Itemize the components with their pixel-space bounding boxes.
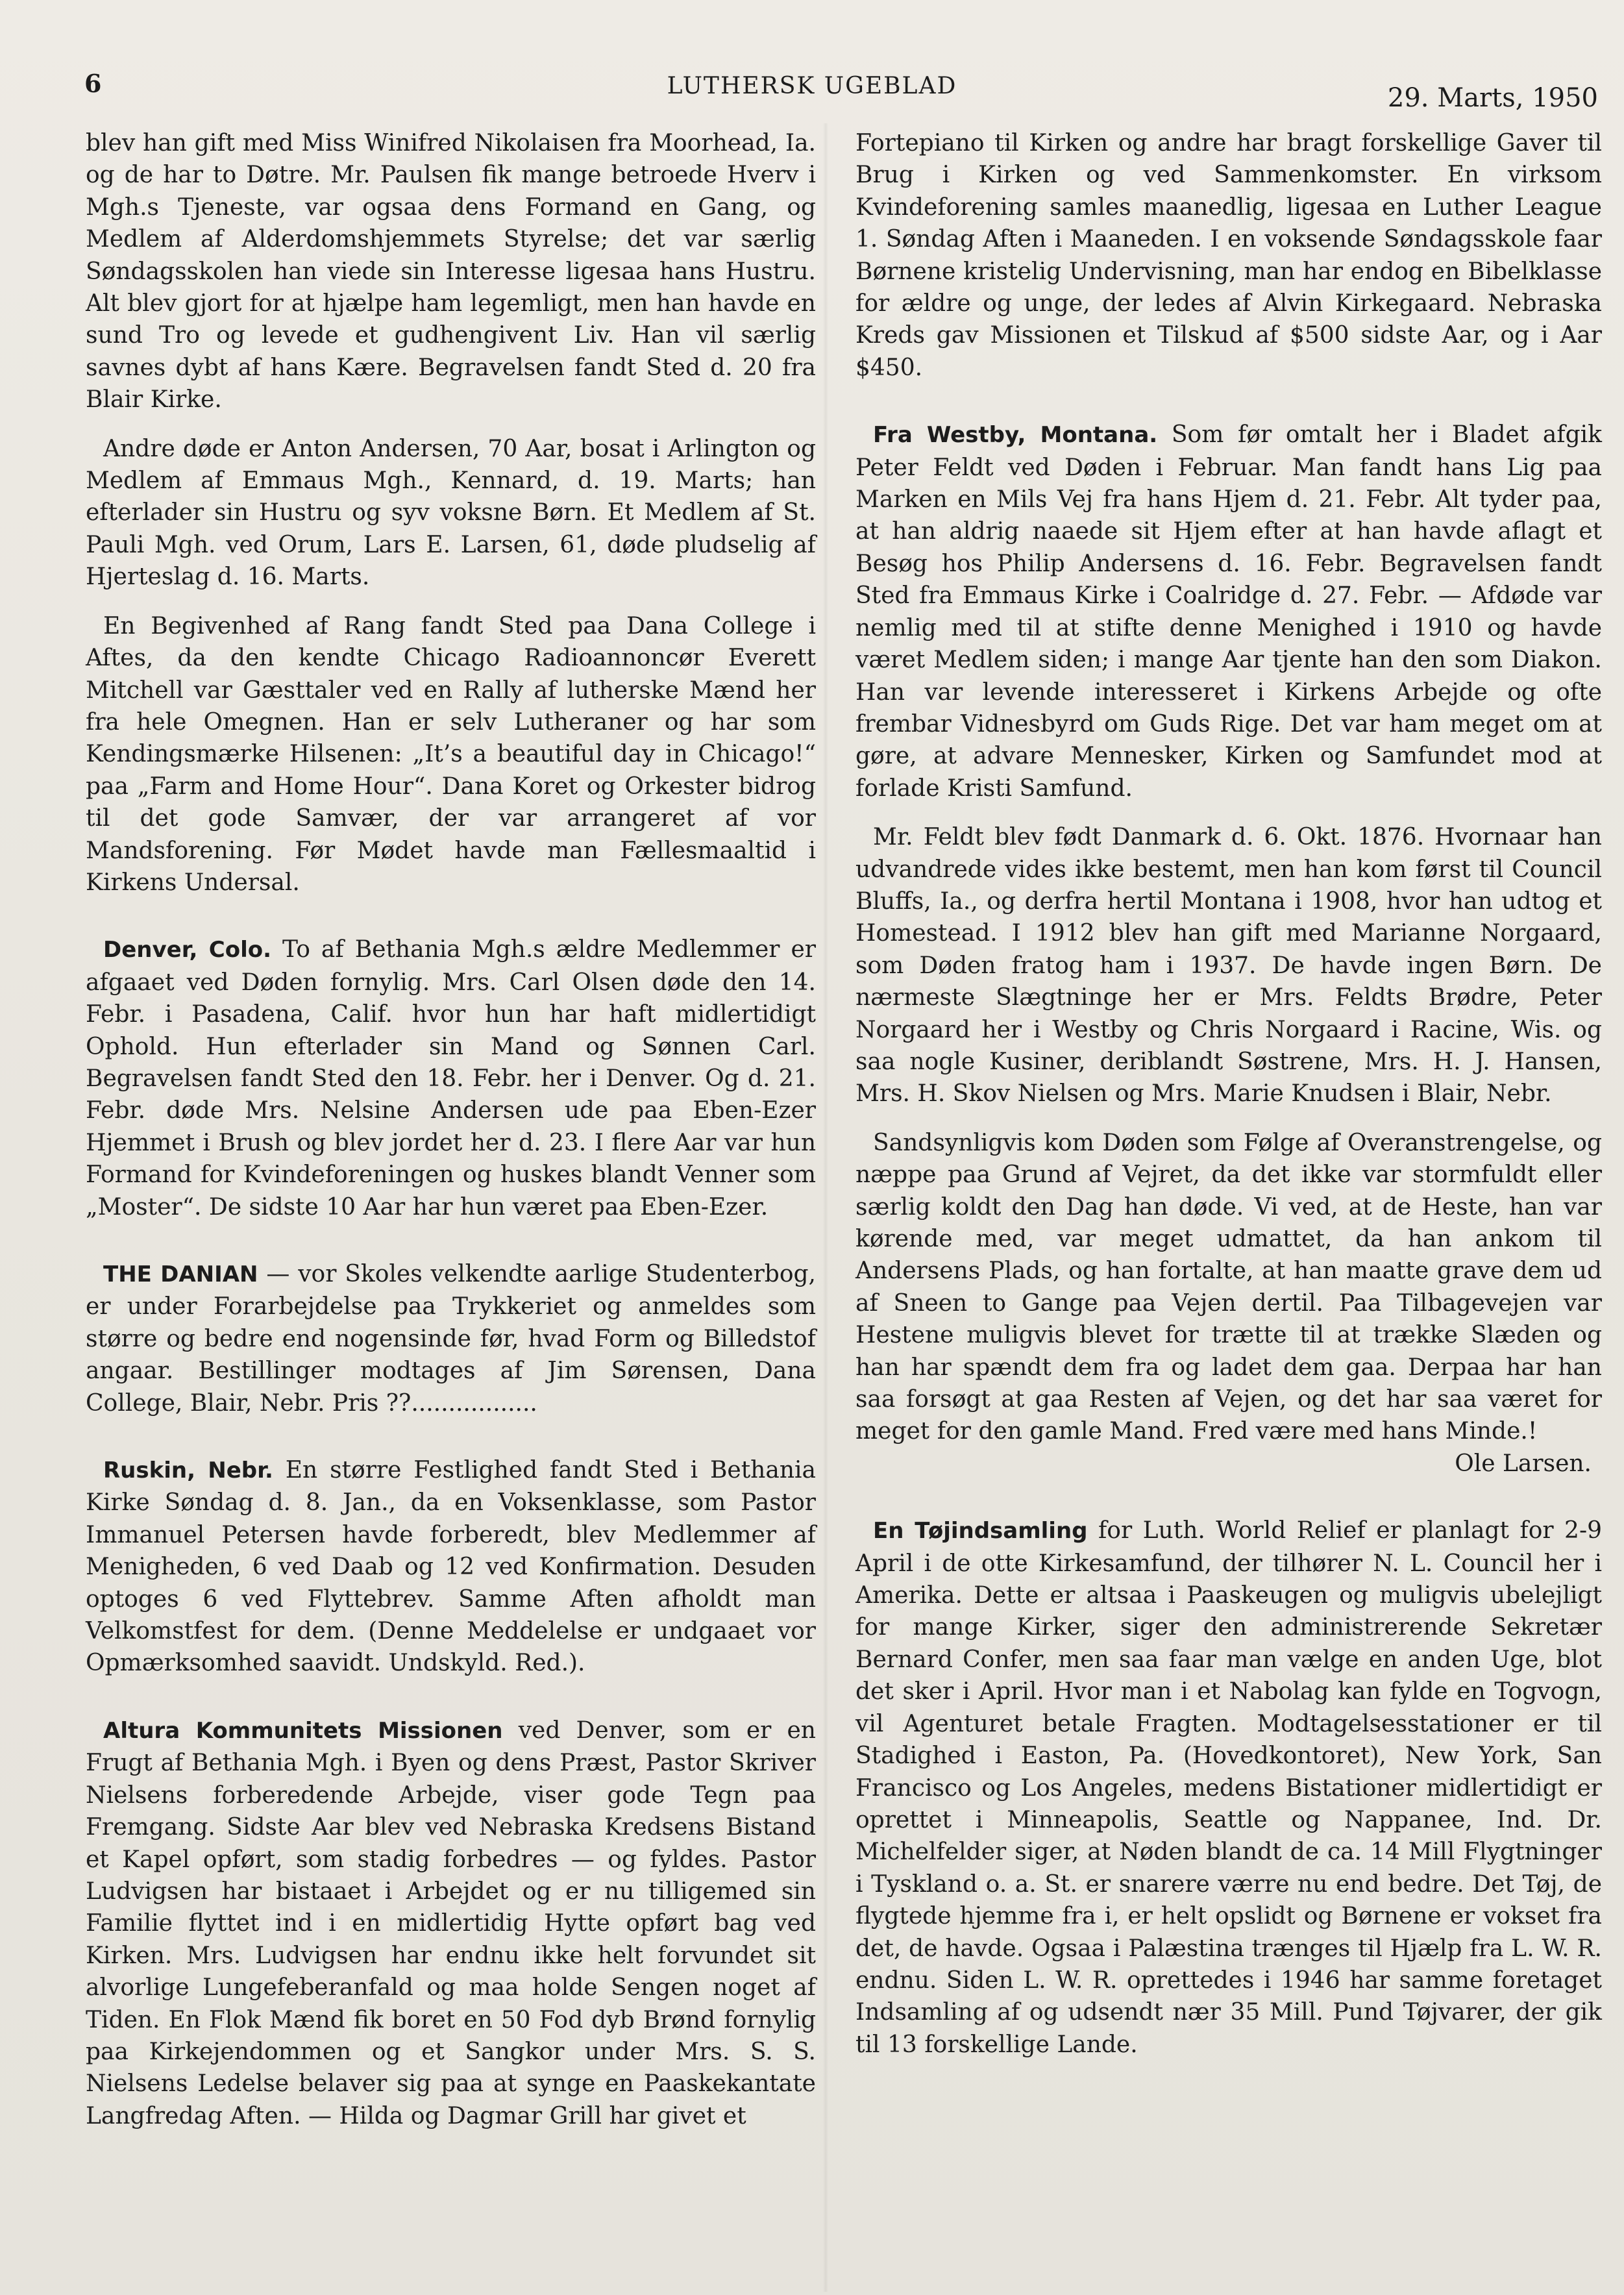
article-westby-headline: Fra Westby, Montana.: [873, 422, 1158, 449]
page-header: [0, 69, 1624, 121]
article-feldt-death: [855, 1127, 1602, 1480]
article-paulsen-continued: blev han gift med Miss Winifred Nikolaisen fra Moorhead, Ia. og de har to Døtre. Mr. Paulsen fik mange betroede Hverv i Mgh.s Tjeneste, var ogsaa dens Formand en Gang, og Medlem af Alderdomshjemmets Styrelse; det var særlig Søndagsskolen han viede sin Interesse ligesaa hans Hustru. Alt blev gjort for at hjælpe ham legemligt, men han havde en sund Tro og levede et gudhengivent Liv. Han vil særlig savnes dybt af hans Kære. Begravelsen fandt Sted d. 20 fra Blair Kirke.: [86, 130, 816, 414]
right-column: [855, 127, 1602, 2078]
article-denver: [86, 934, 816, 1223]
article-tojindsamling: [855, 1515, 1602, 2061]
article-ruskin-headline: Ruskin, Nebr.: [103, 1458, 273, 1484]
masthead-title: LUTHERSK UGEBLAD: [667, 73, 957, 99]
signature: Ole Larsen.: [1455, 1450, 1592, 1477]
left-column: [86, 127, 816, 2149]
article-altura: [86, 1715, 816, 2132]
article-danian-headline: THE DANIAN: [103, 1261, 258, 1287]
article-tojindsamling-body: for Luth. World Relief er planlagt for 2-9 April i de otte Kirkesamfund, der tilhører N. L. Council her i Amerika. Dette er altsaa i Paaskeugen og muligvis ubelejligt for mange Kirker, siger den administrerende Sekretær Bernard Confer, men saa faar man vælge en anden Uge, blot det sker i April. Hvor man i et Nabolag kan fylde en Togvogn, vil Agenturet betale Fragten. Modtagelsesstationer er til Stadighed i Easton, Pa. (Hovedkontoret), New York, San Francisco og Los Angeles, medens Bistationer midlertidigt er oprettet i Minneapolis, Seattle og Nappanee, Ind. Dr. Michelfelder siger, at Nøden blandt de ca. 14 Mill Flygtninger i Tyskland o. a. St. er snarere værre nu end bedre. Det Tøj, de flygtede hjemme fra i, er helt opslidt og Børnene er vokset fra det, de havde. Ogsaa i Palæstina trænges til Hjælp fra L. W. R. endnu. Siden L. W. R. oprettedes i 1946 har samme foretaget Indsamling af og udsendt nær 35 Mill. Pund Tøjvarer, der gik til 13 forskellige Lande.: [855, 1517, 1603, 2058]
article-altura-body: ved Denver, som er en Frugt af Bethania Mgh. i Byen og dens Præst, Pastor Skriver Nielsens forberedende Arbejde, viser gode Tegn paa Fremgang. Sidste Aar blev ved Nebraska Kredsens Bistand et Kapel opført, som stadig forbedres — og fyldes. Pastor Ludvigsen har bistaaet i Arbejdet og er nu tilligemed sin Familie flyttet ind i en midlertidig Hytte opført bag ved Kirken. Mrs. Ludvigsen har endnu ikke helt forvundet sit alvorlige Lungefeberanfald og maa holde Sengen noget af Tiden. En Flok Mænd fik boret en 50 Fod dyb Brønd fornylig paa Kirkejendommen og et Sangkor under Mrs. S. S. Nielsens Ledelse belaver sig paa at synge en Paaskekantate Langfredag Aften. — Hilda og Dagmar Grill har givet et: [86, 1717, 816, 2129]
article-denver-headline: Denver, Colo.: [103, 937, 272, 963]
article-feldt-death-body: Sandsynligvis kom Døden som Følge af Overanstrengelse, og næppe paa Grund af Vejret, da det ikke var stormfuldt eller særlig koldt den Dag han døde. Vi ved, at de Heste, han var kørende med, var meget udmattet, da han ankom til Andersens Plads, og han fortalte, at han maatte grave dem ud af Sneen to Gange paa Vejen dertil. Paa Tilbagevejen var Hestene muligvis blevet for trætte til at trække Slæden og han har spændt dem fra og ladet dem gaa. Derpaa har han saa forsøgt at gaa Resten af Vejen, og det har saa været for meget for den gamle Mand. Fred være med hans Minde.!: [855, 1129, 1602, 1445]
page-number: 6: [84, 69, 102, 98]
article-ruskin: [86, 1454, 816, 1680]
article-westby: [855, 419, 1602, 804]
page-fold: [823, 123, 828, 2292]
article-denver-body: To af Bethania Mgh.s ældre Medlemmer er afgaaet ved Døden fornylig. Mrs. Carl Olsen døde den 14. Febr. i Pasadena, Calif. hvor hun har haft midlertidigt Ophold. Hun efterlader sin Mand og Sønnen Carl. Begravelsen fandt Sted den 18. Febr. her i Denver. Og d. 21. Febr. døde Mrs. Nelsine Andersen ude paa Eben-Ezer Hjemmet i Brush og blev jordet her d. 23. I flere Aar var hun Formand for Kvindeforeningen og huskes blandt Venner som „Moster“. De sidste 10 Aar har hun været paa Eben-Ezer.: [86, 936, 816, 1221]
article-ruskin-body: En større Festlighed fandt Sted i Bethania Kirke Søndag d. 8. Jan., da en Voksenklasse, som Pastor Immanuel Petersen havde forberedt, blev Medlemmer af Menigheden, 6 ved Daab og 12 ved Konfirmation. Desuden optoges 6 ved Flyttebrev. Samme Aften afholdt man Velkomstfest for dem. (Denne Meddelelse er undgaaet vor Opmærksomhed saavidt. Undskyld. Red.).: [86, 1457, 816, 1677]
article-feldt-biography: Mr. Feldt blev født Danmark d. 6. Okt. 1876. Hvornaar han udvandrede vides ikke bestemt, men han kom først til Council Bluffs, Ia., og derfra hertil Montana i 1908, hvor han udtog et Homestead. I 1912 blev han gift med Marianne Norgaard, som Døden fratog ham i 1937. De havde ingen Børn. De nærmeste Slægtninge her er Mrs. Feldts Brødre, Peter Norgaard her i Westby og Chris Norgaard i Racine, Wis. og saa nogle Kusiner, deriblandt Søstrene, Mrs. H. J. Hansen, Mrs. H. Skov Nielsen og Mrs. Marie Knudsen i Blair, Nebr.: [855, 824, 1602, 1108]
issue-date: 29. Marts, 1950: [1387, 83, 1598, 113]
article-dana-college-rally: En Begivenhed af Rang fandt Sted paa Dana College i Aftes, da den kendte Chicago Radioannoncør Everett Mitchell var Gæsttaler ved en Rally af lutherske Mænd her fra hele Omegnen. Han er selv Lutheraner og har som Kendingsmærke Hilsenen: „It’s a beautiful day in Chicago!“ paa „Farm and Home Hour“. Dana Koret og Orkester bidrog til det gode Samvær, der var arrangeret af vor Mandsforening. Før Mødet havde man Fællesmaaltid i Kirkens Undersal.: [86, 612, 816, 896]
article-altura-headline: Altura Kommunitets Missionen: [103, 1717, 503, 1744]
article-danian: [86, 1258, 816, 1419]
article-altura-continued: Fortepiano til Kirken og andre har bragt forskellige Gaver til Brug i Kirken og ved Sammenkomster. En virksom Kvindeforening samles maanedlig, ligesaa en Luther League 1. Søndag Aften i Maaneden. I en voksende Søndagsskole faar Børnene kristelig Undervisning, man har endog en Bibelklasse for ældre og unge, der ledes af Alvin Kirkegaard. Nebraska Kreds gav Missionen et Tilskud af $500 sidste Aar, og i Aar $450.: [855, 130, 1602, 381]
article-andre-dode: Andre døde er Anton Andersen, 70 Aar, bosat i Arlington og Medlem af Emmaus Mgh., Kennard, d. 19. Marts; han efterlader sin Hustru og syv voksne Børn. Et Medlem af St. Pauli Mgh. ved Orum, Lars E. Larsen, 61, døde pludselig af Hjerteslag d. 16. Marts.: [86, 435, 816, 591]
article-danian-body: — vor Skoles velkendte aarlige Studenterbog, er under Forarbejdelse paa Trykkeriet og anmeldes som større og bedre end nogensinde før, hvad Form og Billedstof angaar. Bestillinger modtages af Jim Sørensen, Dana College, Blair, Nebr. Pris ??.................: [86, 1261, 816, 1417]
article-tojindsamling-headline: En Tøjindsamling: [873, 1518, 1088, 1544]
article-westby-body: Som før omtalt her i Bladet afgik Peter Feldt ved Døden i Februar. Man fandt hans Lig paa Marken en Mils Vej fra hans Hjem d. 21. Febr. Alt tyder paa, at han aldrig naaede sit Hjem efter at han havde aflagt et Besøg hos Philip Andersens d. 16. Febr. Begravelsen fandt Sted fra Emmaus Kirke i Coalridge d. 27. Febr. — Afdøde var nemlig med til at stifte denne Menighed i 1910 og havde været Medlem siden; i mange Aar tjente han den som Diakon. Han var levende interesseret i Kirkens Arbejde og ofte frembar Vidnesbyrd om Guds Rige. Det var ham meget om at gøre, at advare Mennesker, Kirken og Samfundet mod at forlade Kristi Samfund.: [855, 421, 1602, 802]
